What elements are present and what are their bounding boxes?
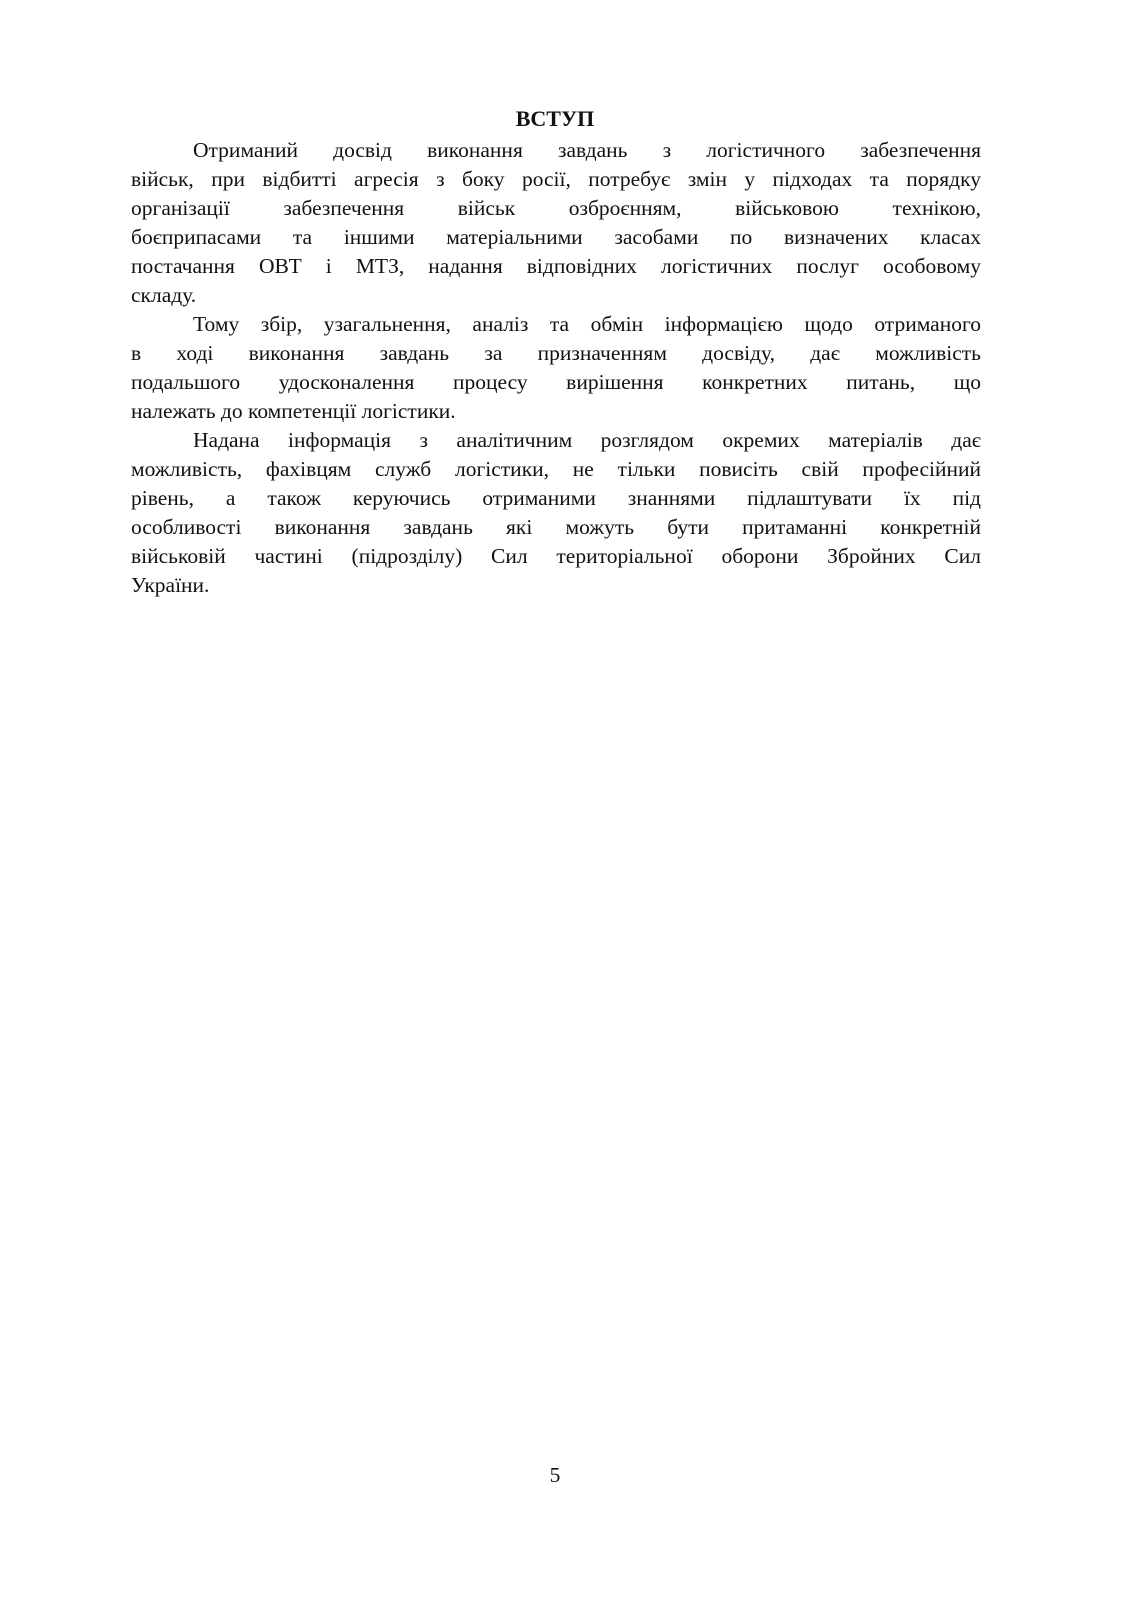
section-title: ВСТУП (515, 106, 595, 131)
text-line: в ході виконання завдань за призначенням досвіду, дає можливість (131, 341, 981, 365)
paragraph (131, 310, 981, 426)
text-line: складу. (131, 283, 197, 307)
text-line: можливість, фахівцям служб логістики, не тільки повисіть свій професійний (131, 457, 981, 481)
text-line: військ, при відбитті агресія з боку росії, потребує змін у підходах та порядку (131, 167, 981, 191)
page-number: 5 (549, 1463, 561, 1487)
text-line: Надана інформація з аналітичним розглядом окремих матеріалів дає (193, 428, 981, 452)
text-line: подальшого удосконалення процесу вирішення конкретних питань, що (131, 370, 981, 394)
text-line: особливості виконання завдань які можуть бути притаманні конкретній (131, 515, 981, 539)
document-body (131, 136, 981, 600)
paragraph (131, 136, 981, 310)
text-line: боєприпасами та іншими матеріальними засобами по визначених класах (131, 225, 981, 249)
text-line: організації забезпечення військ озброєнням, військовою технікою, (131, 196, 981, 220)
paragraph (131, 426, 981, 600)
text-line: належать до компетенції логістики. (131, 399, 456, 423)
text-line: рівень, а також керуючись отриманими знаннями підлаштувати їх під (131, 486, 981, 510)
text-line: постачання ОВТ і МТЗ, надання відповідних логістичних послуг особовому (131, 254, 981, 278)
text-line: України. (131, 573, 210, 597)
text-line: Отриманий досвід виконання завдань з логістичного забезпечення (193, 138, 981, 162)
text-line: Тому збір, узагальнення, аналіз та обмін інформацією щодо отриманого (193, 312, 981, 336)
text-line: військовій частині (підрозділу) Сил територіальної оборони Збройних Сил (131, 544, 981, 568)
